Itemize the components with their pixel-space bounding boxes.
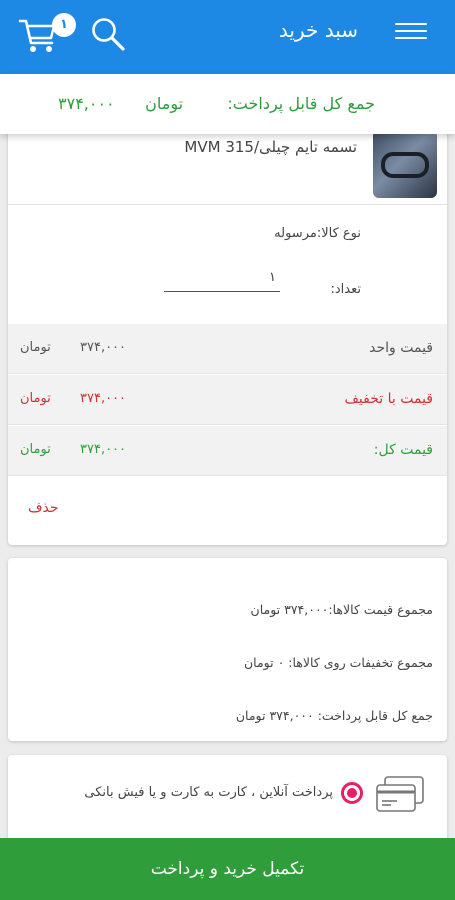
order-summary-card — [8, 558, 447, 741]
cart-count-badge: ۱ — [52, 13, 76, 37]
line-total-currency: تومان — [20, 442, 51, 457]
payable-total-bar — [0, 74, 455, 134]
checkout-button[interactable]: تکمیل خرید و پرداخت — [0, 838, 455, 900]
payable-total-amount — [58, 94, 183, 113]
unit-price-value: ۳۷۴,۰۰۰ — [80, 340, 127, 355]
discounts-total-line: مجموع تخفیفات روی کالاها: ۰ تومان — [243, 655, 433, 670]
app-bar — [0, 0, 455, 74]
search-icon[interactable] — [88, 14, 128, 54]
credit-card-icon — [375, 775, 425, 815]
discounted-price-label: قیمت با تخفیف — [344, 391, 433, 407]
product-image[interactable] — [373, 130, 437, 198]
payable-total-value: ۳۷۴,۰۰۰ — [58, 94, 115, 113]
product-type: نوع کالا:مرسوله — [274, 226, 361, 241]
product-name[interactable]: تسمه تایم چیلی/MVM 315 — [184, 138, 357, 156]
hamburger-menu-icon[interactable] — [395, 20, 427, 44]
payment-method-card — [8, 755, 447, 845]
discounted-price-row — [8, 375, 447, 425]
delete-item-button[interactable]: حذف — [28, 500, 59, 516]
quantity-label: تعداد: — [330, 282, 361, 297]
payable-total-label: جمع کل قابل پرداخت: — [227, 94, 375, 113]
discounted-price-value: ۳۷۴,۰۰۰ — [80, 391, 127, 406]
unit-price-label: قیمت واحد — [369, 340, 433, 356]
payable-total-currency: تومان — [145, 94, 184, 113]
page-title: سبد خرید — [278, 18, 358, 42]
line-total-value: ۳۷۴,۰۰۰ — [80, 442, 127, 457]
payment-online-label[interactable]: پرداخت آنلاین ، کارت به کارت و یا فیش بانکی — [84, 785, 333, 800]
discounted-price-currency: تومان — [20, 391, 51, 406]
cart-item-card — [8, 112, 447, 545]
divider — [8, 204, 447, 205]
items-total-line: مجموع قیمت کالاها:۳۷۴,۰۰۰ تومان — [250, 602, 433, 617]
quantity-input[interactable] — [164, 264, 280, 292]
unit-price-currency: تومان — [20, 340, 51, 355]
payment-online-radio[interactable] — [341, 782, 363, 804]
line-total-row — [8, 426, 447, 476]
line-total-label: قیمت کل: — [373, 442, 433, 458]
unit-price-row — [8, 324, 447, 374]
payable-total-line: جمع کل قابل پرداخت: ۳۷۴,۰۰۰ تومان — [235, 708, 433, 723]
